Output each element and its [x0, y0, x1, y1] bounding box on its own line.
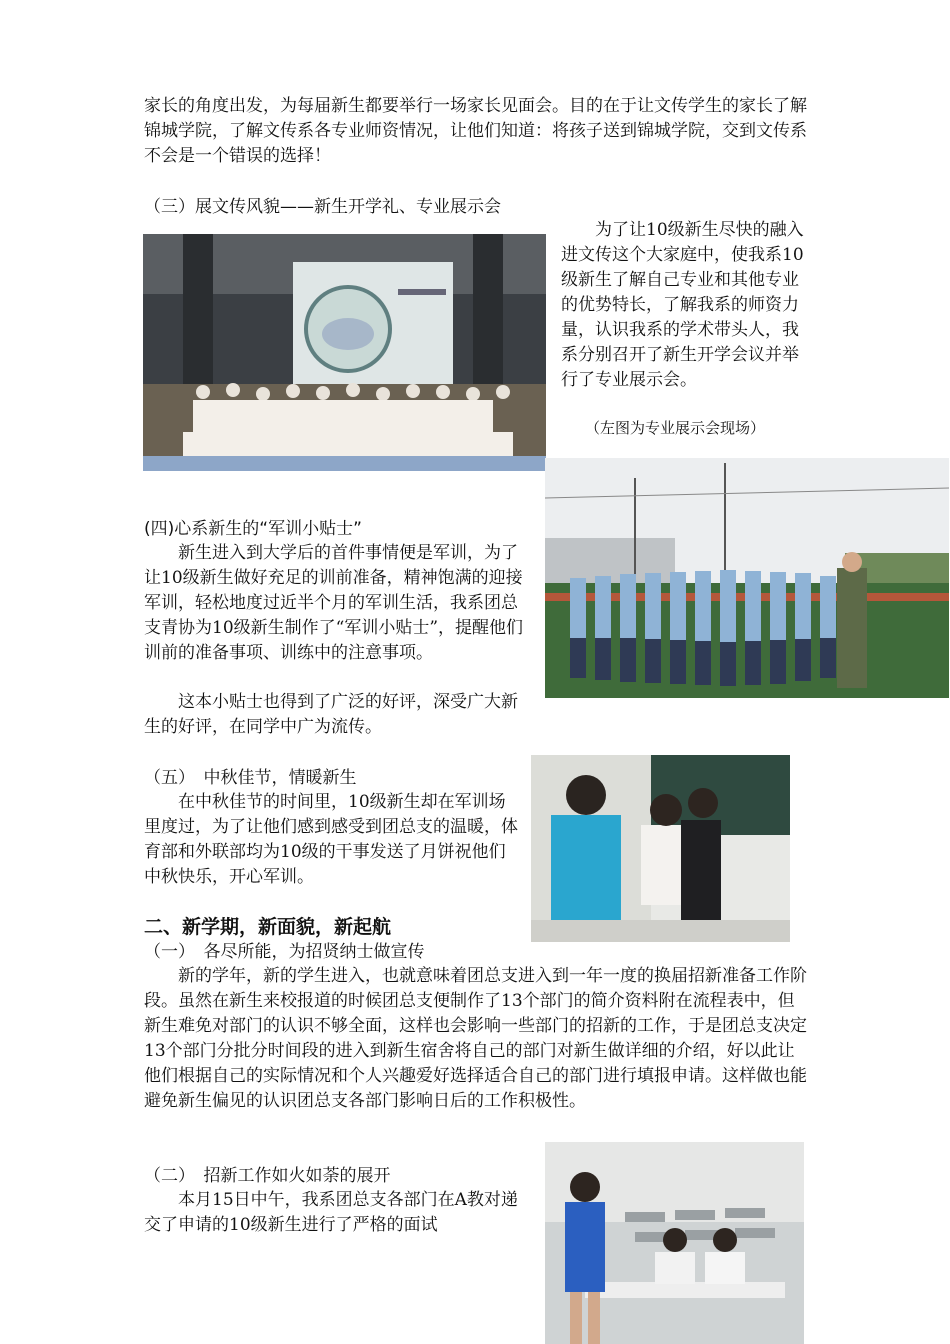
exhibition-photo	[143, 234, 546, 471]
section-4-body-1: 新生进入到大学后的首件事情便是军训，为了让10级新生做好充足的训前准备，精神饱满的迎接军训，轻松地度过近半个月的军训生活，我系团总支青协为10级新生制作了“军训小贴士”，提醒他们训前的准备事项、训练中的注意事项。	[144, 543, 524, 663]
section-4-body-2: 这本小贴士也得到了广泛的好评，深受广大新生的好评，在同学中广为流传。	[144, 692, 518, 737]
section-4-heading: (四)心系新生的“军训小贴士”	[144, 519, 362, 539]
military-training-photo	[545, 458, 949, 698]
section-3-heading: （三）展文传风貌——新生开学礼、专业展示会	[144, 197, 501, 217]
part-2-heading: 二、新学期，新面貌，新起航	[144, 916, 392, 938]
section-5-body: 在中秋佳节的时间里，10级新生却在军训场里度过，为了让他们感到感受到团总支的温暖，体育部和外联部均为10级的干事发送了月饼祝他们中秋快乐，开心军训。	[144, 792, 518, 887]
mid-autumn-photo	[531, 755, 790, 942]
section-3-body: 为了让10级新生尽快的融入进文传这个大家庭中，使我系10级新生了解自己专业和其他专业的优势特长，了解我系的师资力量，认识我系的学术带头人，我系分别召开了新生开学会议并举行了专业展示会。	[561, 220, 804, 390]
intro-paragraph: 家长的角度出发，为每届新生都要举行一场家长见面会。目的在于让文传学生的家长了解锦城学院，了解文传系各专业师资情况，让他们知道：将孩子送到锦城学院，交到文传系不会是一个错误的选择！	[144, 96, 807, 166]
part-2-sub-2-body: 本月15日中午，我系团总支各部门在A教对递交了申请的10级新生进行了严格的面试	[144, 1190, 518, 1235]
part-2-sub-1-heading: （一） 各尽所能，为招贤纳士做宣传	[144, 942, 425, 962]
interview-photo	[545, 1142, 804, 1344]
part-2-sub-2-heading: （二） 招新工作如火如荼的展开	[144, 1166, 391, 1186]
part-2-sub-1-body: 新的学年，新的学生进入，也就意味着团总支进入到一年一度的换届招新准备工作阶段。虽然在新生来校报道的时候团总支便制作了13个部门的简介资料附在流程表中，但新生难免对部门的认识不够全面，这样也会影响一些部门的招新的工作，于是团总支决定13个部门分批分时间段的进入到新生宿舍将自己的部门对新生做详细的介绍，好以此让他们根据自己的实际情况和个人兴趣爱好选择适合自己的部门进行填报申请。这样做也能避免新生偏见的认识团总支各部门影响日后的工作积极性。	[144, 966, 807, 1111]
section-5-heading: （五） 中秋佳节，情暖新生	[144, 768, 357, 788]
section-3-caption: （左图为专业展示会现场）	[585, 419, 766, 437]
